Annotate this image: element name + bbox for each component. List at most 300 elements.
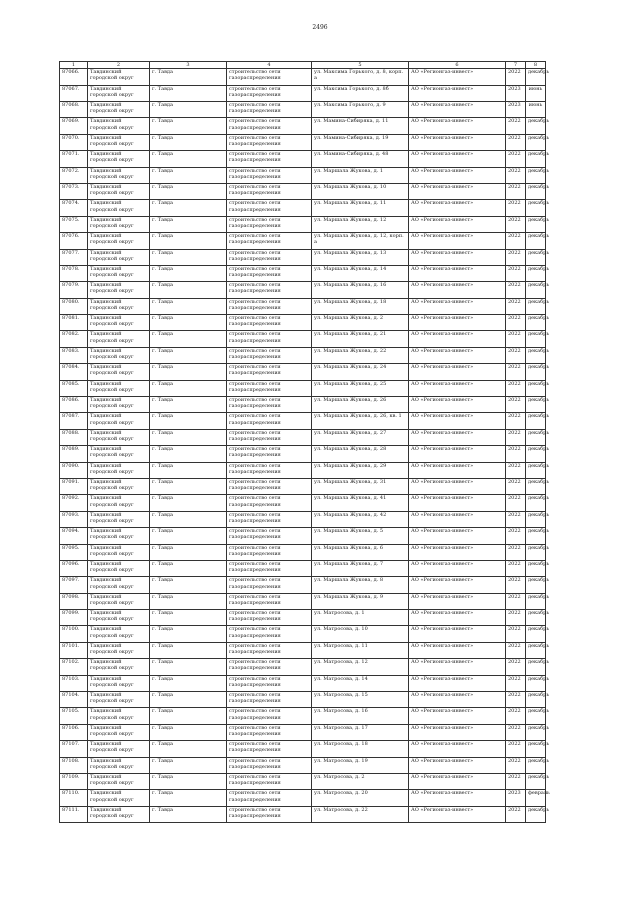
row-number-cell: 87095.	[60, 544, 88, 560]
table-row	[60, 790, 546, 806]
year-cell: 2022	[506, 528, 526, 544]
month-cell: декабрь	[526, 610, 546, 626]
locality-cell: г. Тавда	[150, 741, 227, 757]
work-type-cell: строительство сети газораспределения	[227, 183, 312, 199]
row-number-cell: 87067.	[60, 85, 88, 101]
month-cell: февраль	[526, 790, 546, 806]
address-cell: ул. Маршала Жукова, д. 12	[312, 216, 409, 232]
contractor-cell: АО «Регионгаз-инвест»	[409, 265, 506, 281]
contractor-cell: АО «Регионгаз-инвест»	[409, 85, 506, 101]
row-number-cell: 87080.	[60, 298, 88, 314]
work-type-cell: строительство сети газораспределения	[227, 757, 312, 773]
contractor-cell: АО «Регионгаз-инвест»	[409, 593, 506, 609]
address-cell: ул. Маршала Жукова, д. 26	[312, 397, 409, 413]
month-cell: декабрь	[526, 183, 546, 199]
address-cell: ул. Маршала Жукова, д. 6	[312, 544, 409, 560]
municipality-cell: Тавдинский городской округ	[88, 495, 150, 511]
work-type-cell: строительство сети газораспределения	[227, 462, 312, 478]
column-number-row	[60, 62, 546, 69]
work-type-cell: строительство сети газораспределения	[227, 495, 312, 511]
column-number-5: 5	[312, 62, 409, 69]
work-type-cell: строительство сети газораспределения	[227, 511, 312, 527]
contractor-cell: АО «Регионгаз-инвест»	[409, 806, 506, 822]
year-cell: 2022	[506, 495, 526, 511]
row-number-cell: 87111.	[60, 806, 88, 822]
municipality-cell: Тавдинский городской округ	[88, 397, 150, 413]
month-cell: декабрь	[526, 200, 546, 216]
table-row	[60, 233, 546, 249]
address-cell: ул. Максима Горького, д. 8б	[312, 85, 409, 101]
month-cell: декабрь	[526, 642, 546, 658]
year-cell: 2022	[506, 642, 526, 658]
locality-cell: г. Тавда	[150, 462, 227, 478]
locality-cell: г. Тавда	[150, 331, 227, 347]
locality-cell: г. Тавда	[150, 315, 227, 331]
table-row	[60, 151, 546, 167]
locality-cell: г. Тавда	[150, 610, 227, 626]
address-cell: ул. Маршала Жукова, д. 29	[312, 462, 409, 478]
work-type-cell: строительство сети газораспределения	[227, 233, 312, 249]
month-cell: декабрь	[526, 397, 546, 413]
municipality-cell: Тавдинский городской округ	[88, 577, 150, 593]
work-type-cell: строительство сети газораспределения	[227, 446, 312, 462]
locality-cell: г. Тавда	[150, 118, 227, 134]
table-row	[60, 560, 546, 576]
contractor-cell: АО «Регионгаз-инвест»	[409, 577, 506, 593]
locality-cell: г. Тавда	[150, 692, 227, 708]
month-cell: декабрь	[526, 265, 546, 281]
row-number-cell: 87107.	[60, 741, 88, 757]
locality-cell: г. Тавда	[150, 659, 227, 675]
table-body	[60, 69, 550, 823]
locality-cell: г. Тавда	[150, 249, 227, 265]
municipality-cell: Тавдинский городской округ	[88, 134, 150, 150]
row-number-cell: 87072.	[60, 167, 88, 183]
municipality-cell: Тавдинский городской округ	[88, 626, 150, 642]
month-cell: декабрь	[526, 446, 546, 462]
column-number-2: 2	[88, 62, 150, 69]
municipality-cell: Тавдинский городской округ	[88, 593, 150, 609]
table-row	[60, 462, 546, 478]
work-type-cell: строительство сети газораспределения	[227, 544, 312, 560]
locality-cell: г. Тавда	[150, 544, 227, 560]
year-cell: 2023	[506, 101, 526, 117]
table-row	[60, 118, 546, 134]
table-row	[60, 397, 546, 413]
municipality-cell: Тавдинский городской округ	[88, 331, 150, 347]
work-type-cell: строительство сети газораспределения	[227, 593, 312, 609]
year-cell: 2022	[506, 364, 526, 380]
table-row	[60, 593, 546, 609]
table-row	[60, 544, 546, 560]
municipality-cell: Тавдинский городской округ	[88, 216, 150, 232]
month-cell: декабрь	[526, 495, 546, 511]
address-cell: ул. Матросова, д. 18	[312, 741, 409, 757]
address-cell: ул. Маршала Жукова, д. 25	[312, 380, 409, 396]
row-number-cell: 87105.	[60, 708, 88, 724]
work-type-cell: строительство сети газораспределения	[227, 724, 312, 740]
municipality-cell: Тавдинский городской округ	[88, 560, 150, 576]
month-cell: декабрь	[526, 298, 546, 314]
table-row	[60, 610, 546, 626]
contractor-cell: АО «Регионгаз-инвест»	[409, 315, 506, 331]
row-number-cell: 87084.	[60, 364, 88, 380]
table-row	[60, 757, 546, 773]
table-row	[60, 69, 546, 85]
row-number-cell: 87066.	[60, 69, 88, 85]
locality-cell: г. Тавда	[150, 364, 227, 380]
address-cell: ул. Маршала Жукова, д. 14	[312, 265, 409, 281]
work-type-cell: строительство сети газораспределения	[227, 642, 312, 658]
address-cell: ул. Маршала Жукова, д. 41	[312, 495, 409, 511]
address-cell: ул. Матросова, д. 10	[312, 626, 409, 642]
locality-cell: г. Тавда	[150, 429, 227, 445]
table-row	[60, 380, 546, 396]
work-type-cell: строительство сети газораспределения	[227, 101, 312, 117]
table-row	[60, 708, 546, 724]
row-number-cell: 87092.	[60, 495, 88, 511]
column-number-4: 4	[227, 62, 312, 69]
contractor-cell: АО «Регионгаз-инвест»	[409, 118, 506, 134]
column-number-6: 6	[409, 62, 506, 69]
municipality-cell: Тавдинский городской округ	[88, 806, 150, 822]
work-type-cell: строительство сети газораспределения	[227, 429, 312, 445]
work-type-cell: строительство сети газораспределения	[227, 560, 312, 576]
contractor-cell: АО «Регионгаз-инвест»	[409, 610, 506, 626]
work-type-cell: строительство сети газораспределения	[227, 708, 312, 724]
locality-cell: г. Тавда	[150, 790, 227, 806]
address-cell: ул. Максима Горького, д. 8, корп. а	[312, 69, 409, 85]
address-cell: ул. Маршала Жукова, д. 11	[312, 200, 409, 216]
contractor-cell: АО «Регионгаз-инвест»	[409, 200, 506, 216]
municipality-cell: Тавдинский городской округ	[88, 446, 150, 462]
contractor-cell: АО «Регионгаз-инвест»	[409, 511, 506, 527]
page-number: 2496	[312, 24, 328, 31]
row-number-cell: 87070.	[60, 134, 88, 150]
work-type-cell: строительство сети газораспределения	[227, 85, 312, 101]
table-row	[60, 347, 546, 363]
locality-cell: г. Тавда	[150, 724, 227, 740]
contractor-cell: АО «Регионгаз-инвест»	[409, 528, 506, 544]
month-cell: декабрь	[526, 560, 546, 576]
row-number-cell: 87109.	[60, 774, 88, 790]
address-cell: ул. Матросова, д. 2	[312, 774, 409, 790]
row-number-cell: 87079.	[60, 282, 88, 298]
year-cell: 2022	[506, 380, 526, 396]
month-cell: июнь	[526, 85, 546, 101]
locality-cell: г. Тавда	[150, 216, 227, 232]
work-type-cell: строительство сети газораспределения	[227, 478, 312, 494]
municipality-cell: Тавдинский городской округ	[88, 675, 150, 691]
address-cell: ул. Маршала Жукова, д. 1	[312, 167, 409, 183]
month-cell: декабрь	[526, 675, 546, 691]
locality-cell: г. Тавда	[150, 806, 227, 822]
contractor-cell: АО «Регионгаз-инвест»	[409, 478, 506, 494]
address-cell: ул. Мамина-Сибиряка, д. 48	[312, 151, 409, 167]
work-type-cell: строительство сети газораспределения	[227, 774, 312, 790]
year-cell: 2023	[506, 790, 526, 806]
table-row	[60, 577, 546, 593]
contractor-cell: АО «Регионгаз-инвест»	[409, 495, 506, 511]
table-row	[60, 692, 546, 708]
municipality-cell: Тавдинский городской округ	[88, 298, 150, 314]
year-cell: 2022	[506, 429, 526, 445]
row-number-cell: 87103.	[60, 675, 88, 691]
contractor-cell: АО «Регионгаз-инвест»	[409, 757, 506, 773]
municipality-cell: Тавдинский городской округ	[88, 642, 150, 658]
locality-cell: г. Тавда	[150, 298, 227, 314]
locality-cell: г. Тавда	[150, 774, 227, 790]
locality-cell: г. Тавда	[150, 167, 227, 183]
municipality-cell: Тавдинский городской округ	[88, 200, 150, 216]
row-number-cell: 87097.	[60, 577, 88, 593]
address-cell: ул. Максима Горького, д. 9	[312, 101, 409, 117]
work-type-cell: строительство сети газораспределения	[227, 167, 312, 183]
municipality-cell: Тавдинский городской округ	[88, 364, 150, 380]
year-cell: 2022	[506, 413, 526, 429]
contractor-cell: АО «Регионгаз-инвест»	[409, 429, 506, 445]
work-type-cell: строительство сети газораспределения	[227, 118, 312, 134]
year-cell: 2022	[506, 478, 526, 494]
month-cell: декабрь	[526, 380, 546, 396]
work-type-cell: строительство сети газораспределения	[227, 692, 312, 708]
month-cell: декабрь	[526, 118, 546, 134]
table-row	[60, 446, 546, 462]
contractor-cell: АО «Регионгаз-инвест»	[409, 101, 506, 117]
municipality-cell: Тавдинский городской округ	[88, 151, 150, 167]
table-row	[60, 675, 546, 691]
municipality-cell: Тавдинский городской округ	[88, 167, 150, 183]
municipality-cell: Тавдинский городской округ	[88, 85, 150, 101]
row-number-cell: 87108.	[60, 757, 88, 773]
address-cell: ул. Матросова, д. 11	[312, 642, 409, 658]
month-cell: декабрь	[526, 593, 546, 609]
address-cell: ул. Маршала Жукова, д. 2	[312, 315, 409, 331]
work-type-cell: строительство сети газораспределения	[227, 626, 312, 642]
row-number-cell: 87087.	[60, 413, 88, 429]
table-row	[60, 85, 546, 101]
contractor-cell: АО «Регионгаз-инвест»	[409, 790, 506, 806]
work-type-cell: строительство сети газораспределения	[227, 331, 312, 347]
work-type-cell: строительство сети газораспределения	[227, 577, 312, 593]
municipality-cell: Тавдинский городской округ	[88, 413, 150, 429]
locality-cell: г. Тавда	[150, 134, 227, 150]
month-cell: декабрь	[526, 544, 546, 560]
year-cell: 2022	[506, 462, 526, 478]
contractor-cell: АО «Регионгаз-инвест»	[409, 380, 506, 396]
row-number-cell: 87082.	[60, 331, 88, 347]
row-number-cell: 87101.	[60, 642, 88, 658]
row-number-cell: 87085.	[60, 380, 88, 396]
month-cell: декабрь	[526, 528, 546, 544]
table-row	[60, 774, 546, 790]
month-cell: декабрь	[526, 659, 546, 675]
municipality-cell: Тавдинский городской округ	[88, 69, 150, 85]
municipality-cell: Тавдинский городской округ	[88, 724, 150, 740]
year-cell: 2022	[506, 544, 526, 560]
month-cell: декабрь	[526, 429, 546, 445]
contractor-cell: АО «Регионгаз-инвест»	[409, 741, 506, 757]
address-cell: ул. Маршала Жукова, д. 22	[312, 347, 409, 363]
address-cell: ул. Маршала Жукова, д. 10	[312, 183, 409, 199]
month-cell: декабрь	[526, 577, 546, 593]
municipality-cell: Тавдинский городской округ	[88, 478, 150, 494]
work-type-cell: строительство сети газораспределения	[227, 790, 312, 806]
municipality-cell: Тавдинский городской округ	[88, 544, 150, 560]
month-cell: декабрь	[526, 167, 546, 183]
month-cell: декабрь	[526, 249, 546, 265]
locality-cell: г. Тавда	[150, 397, 227, 413]
year-cell: 2022	[506, 708, 526, 724]
column-number-7: 7	[506, 62, 526, 69]
month-cell: декабрь	[526, 282, 546, 298]
municipality-cell: Тавдинский городской округ	[88, 315, 150, 331]
locality-cell: г. Тавда	[150, 265, 227, 281]
year-cell: 2022	[506, 151, 526, 167]
row-number-cell: 87088.	[60, 429, 88, 445]
table-row	[60, 806, 546, 822]
row-number-cell: 87110.	[60, 790, 88, 806]
contractor-cell: АО «Регионгаз-инвест»	[409, 659, 506, 675]
locality-cell: г. Тавда	[150, 626, 227, 642]
address-cell: ул. Маршала Жукова, д. 18	[312, 298, 409, 314]
locality-cell: г. Тавда	[150, 446, 227, 462]
work-type-cell: строительство сети газораспределения	[227, 282, 312, 298]
contractor-cell: АО «Регионгаз-инвест»	[409, 347, 506, 363]
contractor-cell: АО «Регионгаз-инвест»	[409, 298, 506, 314]
address-cell: ул. Маршала Жукова, д. 5	[312, 528, 409, 544]
address-cell: ул. Матросова, д. 1	[312, 610, 409, 626]
municipality-cell: Тавдинский городской округ	[88, 265, 150, 281]
work-type-cell: строительство сети газораспределения	[227, 659, 312, 675]
contractor-cell: АО «Регионгаз-инвест»	[409, 69, 506, 85]
row-number-cell: 87069.	[60, 118, 88, 134]
table-row	[60, 364, 546, 380]
year-cell: 2022	[506, 577, 526, 593]
contractor-cell: АО «Регионгаз-инвест»	[409, 708, 506, 724]
month-cell: декабрь	[526, 69, 546, 85]
year-cell: 2022	[506, 446, 526, 462]
municipality-cell: Тавдинский городской округ	[88, 462, 150, 478]
year-cell: 2022	[506, 757, 526, 773]
year-cell: 2022	[506, 659, 526, 675]
locality-cell: г. Тавда	[150, 642, 227, 658]
locality-cell: г. Тавда	[150, 675, 227, 691]
month-cell: декабрь	[526, 478, 546, 494]
work-type-cell: строительство сети газораспределения	[227, 265, 312, 281]
table-row	[60, 183, 546, 199]
municipality-cell: Тавдинский городской округ	[88, 118, 150, 134]
contractor-cell: АО «Регионгаз-инвест»	[409, 626, 506, 642]
contractor-cell: АО «Регионгаз-инвест»	[409, 560, 506, 576]
year-cell: 2023	[506, 85, 526, 101]
locality-cell: г. Тавда	[150, 757, 227, 773]
table-row	[60, 659, 546, 675]
municipality-cell: Тавдинский городской округ	[88, 659, 150, 675]
row-number-cell: 87073.	[60, 183, 88, 199]
address-cell: ул. Маршала Жукова, д. 42	[312, 511, 409, 527]
municipality-cell: Тавдинский городской округ	[88, 347, 150, 363]
address-cell: ул. Маршала Жукова, д. 21	[312, 331, 409, 347]
contractor-cell: АО «Регионгаз-инвест»	[409, 183, 506, 199]
row-number-cell: 87074.	[60, 200, 88, 216]
municipality-cell: Тавдинский городской округ	[88, 429, 150, 445]
address-cell: ул. Мамина-Сибиряка, д. 11	[312, 118, 409, 134]
work-type-cell: строительство сети газораспределения	[227, 806, 312, 822]
column-number-3: 3	[150, 62, 227, 69]
month-cell: декабрь	[526, 347, 546, 363]
table-row	[60, 200, 546, 216]
year-cell: 2022	[506, 347, 526, 363]
work-type-cell: строительство сети газораспределения	[227, 216, 312, 232]
table-row	[60, 626, 546, 642]
locality-cell: г. Тавда	[150, 413, 227, 429]
contractor-cell: АО «Регионгаз-инвест»	[409, 413, 506, 429]
year-cell: 2022	[506, 265, 526, 281]
year-cell: 2022	[506, 675, 526, 691]
row-number-cell: 87106.	[60, 724, 88, 740]
year-cell: 2022	[506, 298, 526, 314]
address-cell: ул. Матросова, д. 19	[312, 757, 409, 773]
month-cell: декабрь	[526, 134, 546, 150]
work-type-cell: строительство сети газораспределения	[227, 364, 312, 380]
year-cell: 2022	[506, 216, 526, 232]
month-cell: декабрь	[526, 511, 546, 527]
year-cell: 2022	[506, 692, 526, 708]
work-type-cell: строительство сети газораспределения	[227, 610, 312, 626]
address-cell: ул. Маршала Жукова, д. 28	[312, 446, 409, 462]
year-cell: 2022	[506, 511, 526, 527]
month-cell: декабрь	[526, 364, 546, 380]
table-row	[60, 167, 546, 183]
table-row	[60, 101, 546, 117]
month-cell: декабрь	[526, 151, 546, 167]
year-cell: 2022	[506, 593, 526, 609]
row-number-cell: 87091.	[60, 478, 88, 494]
column-number-8: 8	[526, 62, 546, 69]
table-row	[60, 298, 546, 314]
row-number-cell: 87093.	[60, 511, 88, 527]
table-row	[60, 429, 546, 445]
municipality-cell: Тавдинский городской округ	[88, 249, 150, 265]
table-row	[60, 315, 546, 331]
address-cell: ул. Маршала Жукова, д. 24	[312, 364, 409, 380]
contractor-cell: АО «Регионгаз-инвест»	[409, 282, 506, 298]
work-type-cell: строительство сети газораспределения	[227, 347, 312, 363]
year-cell: 2022	[506, 774, 526, 790]
work-type-cell: строительство сети газораспределения	[227, 528, 312, 544]
year-cell: 2022	[506, 134, 526, 150]
year-cell: 2022	[506, 249, 526, 265]
contractor-cell: АО «Регионгаз-инвест»	[409, 462, 506, 478]
year-cell: 2022	[506, 560, 526, 576]
table-row	[60, 413, 546, 429]
table-row	[60, 511, 546, 527]
municipality-cell: Тавдинский городской округ	[88, 774, 150, 790]
row-number-cell: 87083.	[60, 347, 88, 363]
month-cell: декабрь	[526, 626, 546, 642]
month-cell: декабрь	[526, 462, 546, 478]
locality-cell: г. Тавда	[150, 183, 227, 199]
address-cell: ул. Маршала Жукова, д. 9	[312, 593, 409, 609]
municipality-cell: Тавдинский городской округ	[88, 708, 150, 724]
locality-cell: г. Тавда	[150, 495, 227, 511]
month-cell: декабрь	[526, 331, 546, 347]
address-cell: ул. Матросова, д. 20	[312, 790, 409, 806]
address-cell: ул. Маршала Жукова, д. 7	[312, 560, 409, 576]
contractor-cell: АО «Регионгаз-инвест»	[409, 446, 506, 462]
month-cell: декабрь	[526, 741, 546, 757]
